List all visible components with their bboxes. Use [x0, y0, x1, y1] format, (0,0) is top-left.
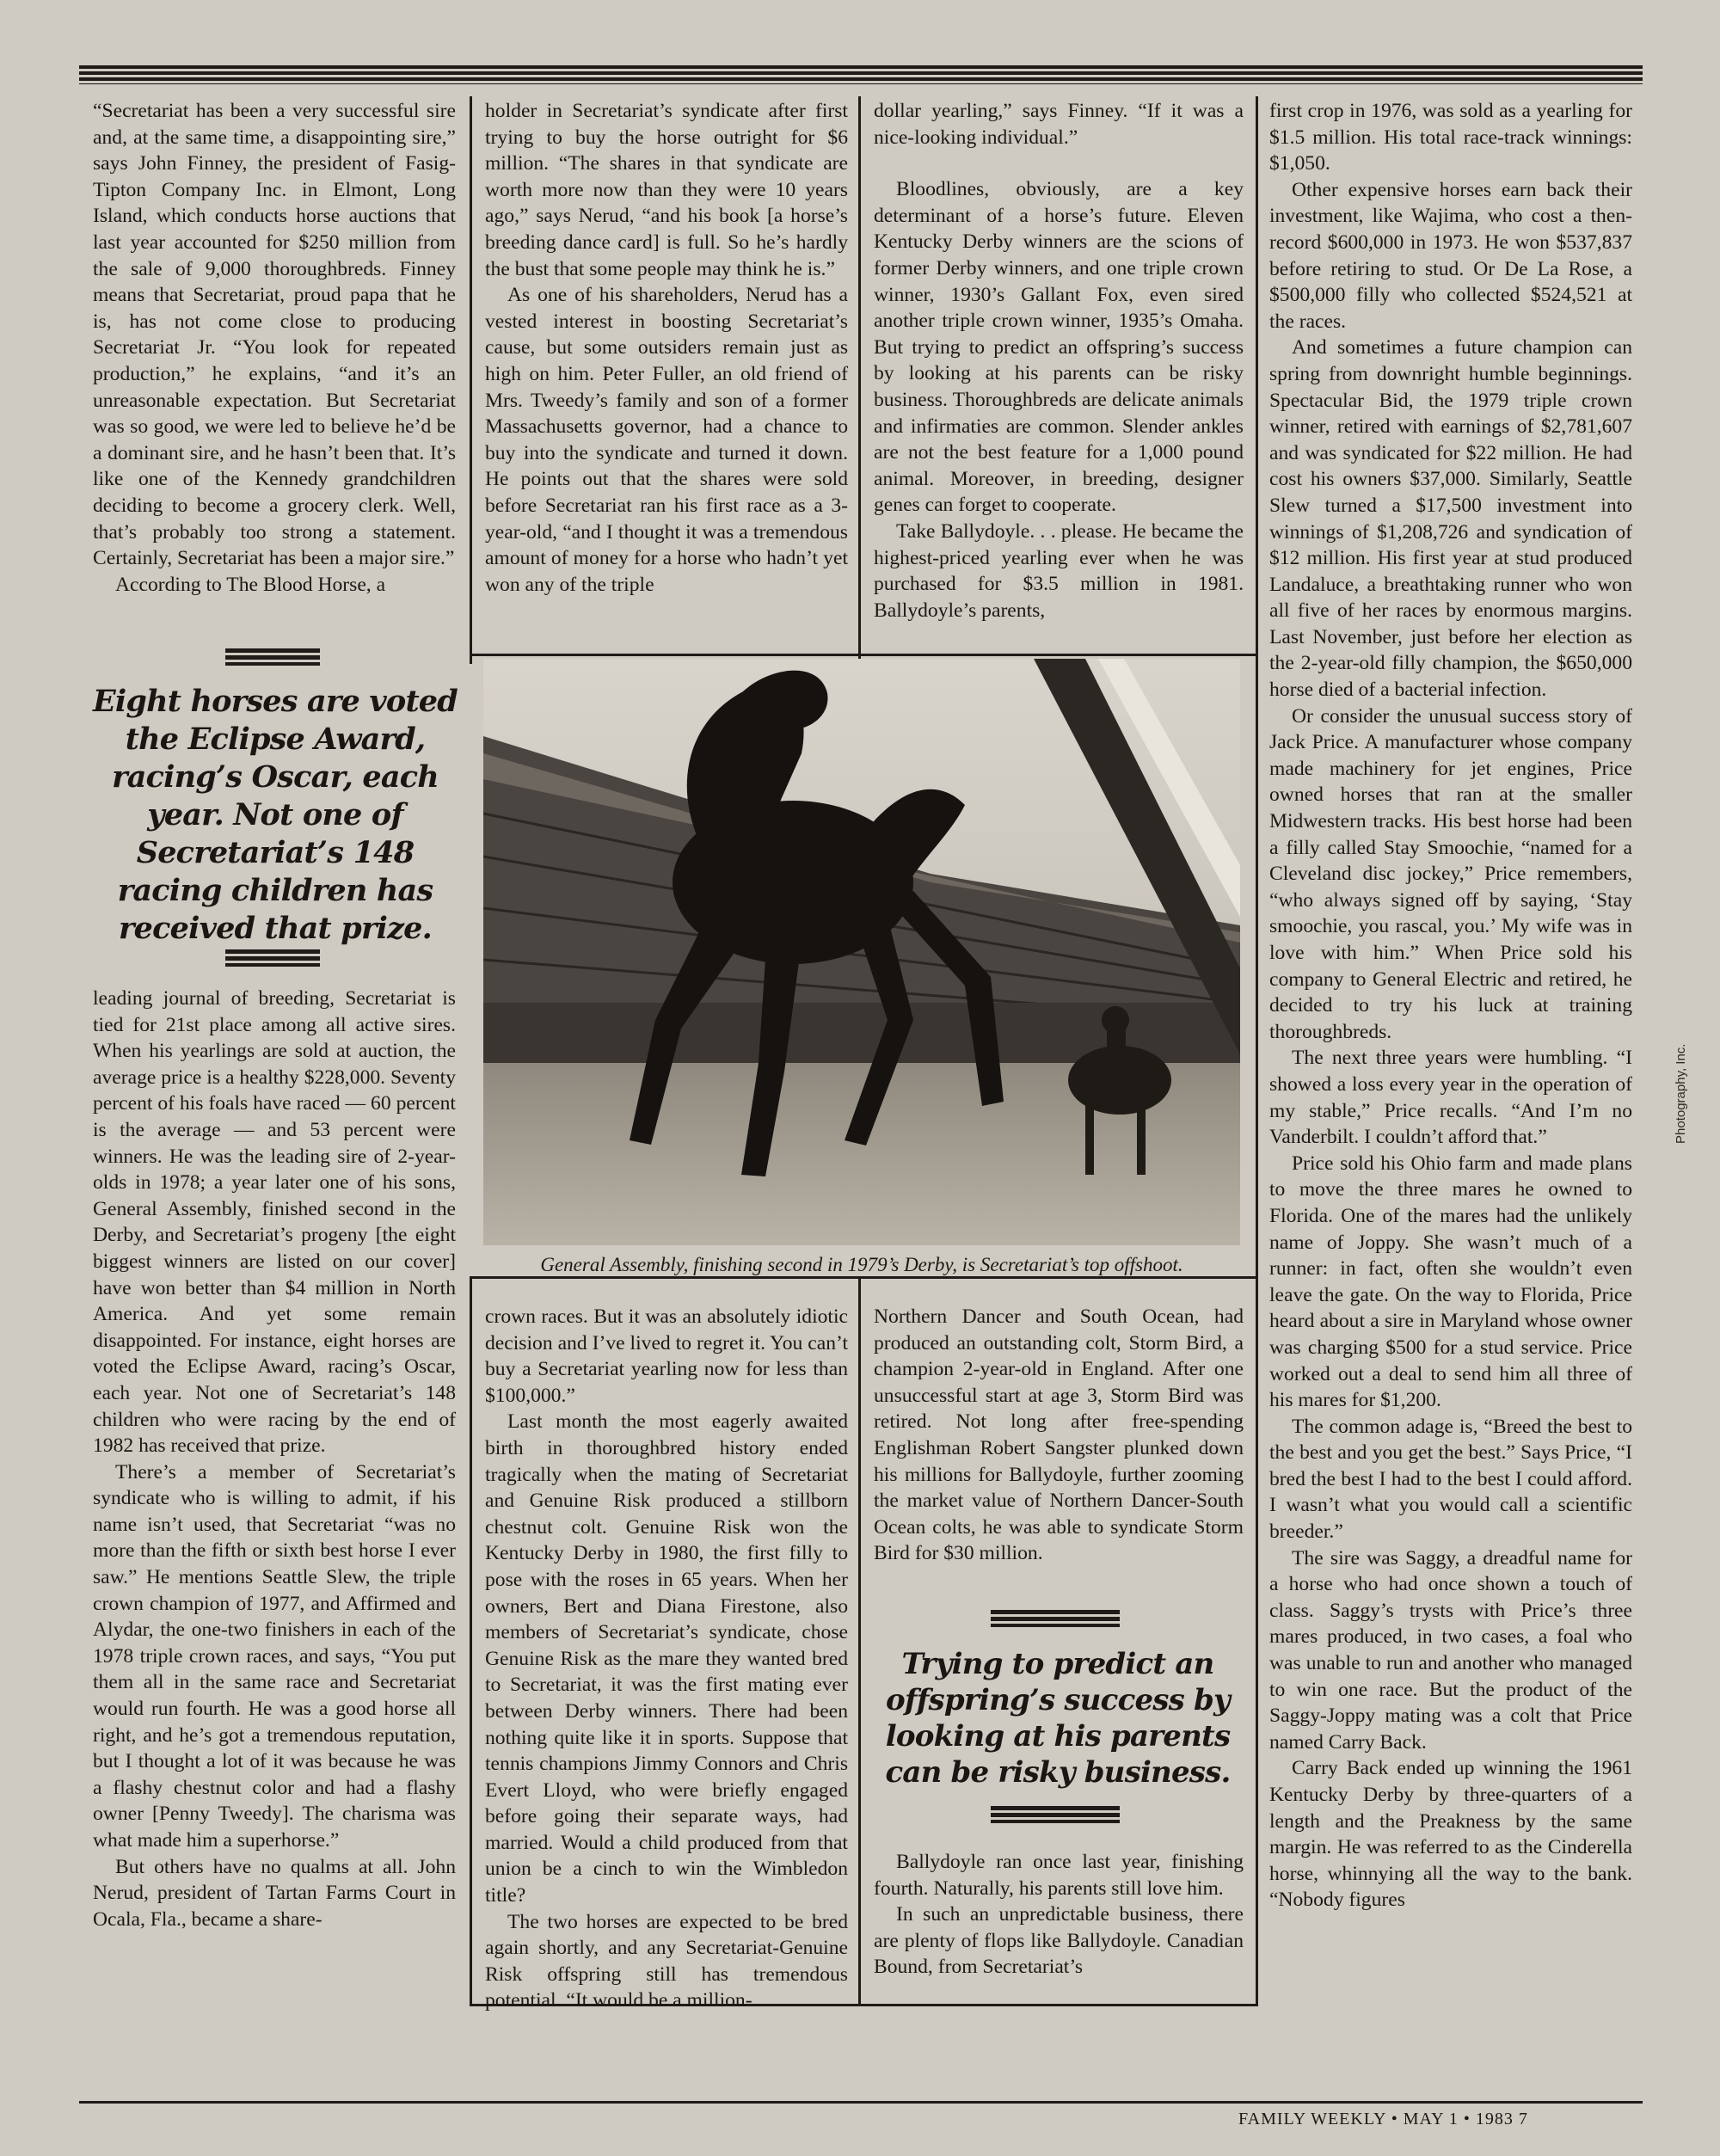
column-2-top — [485, 98, 848, 598]
top-rule-band — [79, 65, 1643, 84]
column-2-bottom — [485, 1304, 848, 2014]
column-rule — [858, 1278, 861, 2004]
column-3-end — [874, 1849, 1244, 1981]
column-4 — [1269, 98, 1632, 1913]
race-photo — [483, 659, 1240, 1245]
photo-credit: Photography, Inc. — [1674, 1043, 1688, 1144]
footer-rule — [79, 2101, 1643, 2104]
paragraph: The sire was Saggy, a dreadful name for a horse who had once shown a touch of class. Saggy’s trysts with Price’s three mares produced, in two cases, a foal who was unable to run and another who managed to win one race. But the product of the Saggy-Joppy mating was a colt that Price named Carry Back. — [1269, 1546, 1632, 1754]
column-1-bottom — [93, 986, 456, 1932]
column-rule — [858, 96, 861, 659]
photo-caption: General Assembly, finishing second in 1979’s Derby, is Secretariat’s top offshoot. — [540, 1254, 1183, 1275]
paragraph: leading journal of breeding, Secretariat is tied for 21st place among all active sires. When his yearlings are sold at auction, the average price is a healthy $228,000. Seventy percent of his foals have raced — 60 percent is the average — and 53 percent were winners. He was the leading sire of 2-year-olds in 1978; a year later one of his sons, General Assembly, finished second in the Derby, and Secretariat’s progeny [the eight biggest winners are listed on our cover] have won better than $4 million in North America. And yet some remain disappointed. For instance, eight horses are voted the Eclipse Award, racing’s Oscar, each year. Not one of Secretariat’s 148 children who were racing by the end of 1982 has received that prize. — [93, 987, 456, 1458]
page-footer: FAMILY WEEKLY • MAY 1 • 1983 7 — [1238, 2110, 1528, 2128]
pullquote-bars-bottom — [225, 949, 320, 967]
paragraph: crown races. But it was an absolutely idiotic decision and I’ve lived to regret it. You can’t buy a Secretariat yearling now for less than $100,000.” — [485, 1305, 848, 1407]
pullquote-eclipse: Eight horses are voted the Eclipse Award, racing’s Oscar, each year. Not one of Secretariat’s 148 racing children has received that prize. — [93, 684, 458, 946]
paragraph: The two horses are expected to be bred again shortly, and any Secretariat-Genuine Risk offspring still has tremendous potential. “It would be a million- — [485, 1910, 848, 2012]
pullquote-risky-business: Trying to predict an offspring’s success by looking at his parents can be risky business. — [885, 1647, 1231, 1790]
paragraph: Other expensive horses earn back their investment, like Wajima, who cost a then-record $600,000 in 1973. He won $537,837 before retiring to stud. Or De La Rose, a $500,000 filly who collected $524,521 at the races. — [1269, 178, 1632, 333]
paragraph: There’s a member of Secretariat’s syndicate who is willing to admit, if his name isn’t used, that Secretariat “was no more than the fifth or sixth best horse I ever saw.” He mentions Seattle Slew, the triple crown champion of 1977, and Affirmed and Alydar, the one-two finishers in each of the 1978 triple crown races, and says, “You put them all in the same race and Secretariat would run fourth. He was a good horse all right, and he’s got a tremendous reputation, but I thought a lot of it was because he was a flashy chestnut color and had a flashy owner [Penny Tweedy]. The charisma was what made him a superhorse.” — [93, 1460, 456, 1852]
pullquote-bars-top — [991, 1610, 1120, 1627]
paragraph: Ballydoyle ran once last year, finishing fourth. Naturally, his parents still love him. — [874, 1851, 1244, 1900]
paragraph: Bloodlines, obviously, are a key determinant of a horse’s future. Eleven Kentucky Derby winners are the scions of former Derby winners, and one triple crown winner, 1930’s Gallant Fox, even sired another triple crown winner, 1935’s Omaha. But trying to predict an offspring’s success by looking at his parents can be risky business. Thoroughbreds are delicate animals and infirmaties are common. Slender ankles are not the best feature for a 1,000 pound animal. Moreover, in breeding, designer genes can forget to cooperate. — [874, 178, 1244, 517]
paragraph: Take Ballydoyle. . . please. He became the highest-priced yearling ever when he was purchased for $3.5 million in 1981. Ballydoyle’s parents, — [874, 519, 1244, 622]
photo-frame-top — [470, 654, 1258, 656]
paragraph: Last month the most eagerly awaited birth in thoroughbred history ended tragically when the mating of Secretariat and Genuine Risk produced a stillborn chestnut colt. Genuine Risk won the Kentucky Derby in 1980, the first filly to pose with the roses in 65 years. When her owners, Bert and Diana Firestone, also members of Secretariat’s syndicate, chose Genuine Risk as the mare they wanted bred to Secretariat, it was the first mating ever between Derby winners. There had been nothing quite like it in sports. Suppose that tennis champions Jimmy Connors and Chris Evert Lloyd, who were briefly engaged before going their separate ways, had married. Would a child produced from that union be a cinch to win the Wimbledon title? — [485, 1410, 848, 1907]
paragraph: “Secretariat has been a very successful sire and, at the same time, a disappointing sire,” says John Finney, the president of Fasig-Tipton Company Inc. in Elmont, Long Island, which conducts horse auctions that last year accounted for $250 million from the sale of 9,000 thoroughbreds. Finney means that Secretariat, proud papa that he is, has not come close to producing Secretariat Jr. “You look for repeated production,” he explains, “and it’s an unreasonable expectation. But Secretariat was so good, we were led to believe he’d be a dominant sire, and he hasn’t been that. It’s like one of the Kennedy grandchildren deciding to become a grocery clerk. Well, that’s probably too strong a statement. Certainly, Secretariat has been a major sire.” — [93, 100, 456, 570]
paragraph: Carry Back ended up winning the 1961 Kentucky Derby by three-quarters of a length and the Preakness by the same margin. He was referred to as the Cinderella horse, whinnying all the way to the bank. “Nobody figures — [1269, 1757, 1632, 1912]
paragraph: Or consider the unusual success story of Jack Price. A manufacturer whose company made machinery for jet engines, Price owned horses that ran at the smaller Midwestern tracks. His best horse had been a filly called Stay Smoochie, “named for a Cleveland disc jockey,” Price remembers, “who always signed off by saying, ‘Stay smoochie, you rascal, you.’ My wife was in love with him.” When Price sold his company to General Electric and retired, he decided to try his luck at training thoroughbreds. — [1269, 704, 1632, 1043]
column-rule — [470, 96, 472, 664]
paragraph: Northern Dancer and South Ocean, had produced an outstanding colt, Storm Bird, a champion 2-year-old in England. After one unsuccessful start at age 3, Storm Bird was retired. Not long after free-spending Englishman Robert Sangster plunked down his millions for Ballydoyle, further zooming the market value of Northern Dancer-South Ocean colts, he was able to syndicate Storm Bird for $30 million. — [874, 1305, 1244, 1565]
paragraph: And sometimes a future champion can spring from downright humble beginnings. Spectacular Bid, the 1979 triple crown winner, retired with earnings of $2,781,607 and was syndicated for $22 million. He had cost his owners $37,000. Similarly, Seattle Slew turned a $17,500 investment into winnings of $1,208,726 and syndication of $12 million. His first year at stud produced Landaluce, a breathtaking runner who won all five of her races by enormous margins. Last November, just before her election as the 2-year-old filly champion, the $650,000 horse died of a bacterial infection. — [1269, 336, 1632, 702]
column-3-bottom — [874, 1304, 1244, 1567]
paragraph: The common adage is, “Breed the best to the best and you get the best.” Says Price, “I bred the best I had to the best I could afford. I wasn’t what you would call a scientific breeder.” — [1269, 1415, 1632, 1544]
photo-frame-bottom — [470, 1276, 1258, 1279]
paragraph: But others have no qualms at all. John Nerud, president of Tartan Farms Court in Ocala, Fla., became a share- — [93, 1855, 456, 1931]
race-photo-illustration — [483, 659, 1240, 1245]
paragraph: In such an unpredictable business, there are plenty of flops like Ballydoyle. Canadian Bound, from Secretariat’s — [874, 1903, 1244, 1979]
pullquote-bars-top — [225, 648, 320, 666]
paragraph: Price sold his Ohio farm and made plans to move the three mares he owned to Florida. One of the mares had the unlikely name of Joppy. She wasn’t much of a runner: in fact, often she wouldn’t even leave the gate. On the way to Florida, Price heard about a sire in Maryland whose owner was charging $500 for a stud service. Price worked out a deal to send him all three of his mares for $1,200. — [1269, 1152, 1632, 1412]
paragraph: The next three years were humbling. “I showed a loss every year in the operation of my stable,” Price recalls. “And I’m no Vanderbilt. I couldn’t afford that.” — [1269, 1047, 1632, 1149]
pullquote-bars-bottom — [991, 1806, 1120, 1823]
column-1-top — [93, 98, 456, 598]
column-rule — [470, 1278, 472, 2004]
paragraph: first crop in 1976, was sold as a yearling for $1.5 million. His total race-track winnings: $1,050. — [1269, 100, 1632, 175]
paragraph: As one of his shareholders, Nerud has a vested interest in boosting Secretariat’s cause, but some outsiders remain just as high on him. Peter Fuller, an old friend of Mrs. Tweedy’s family and son of a former Massachusetts governor, had a chance to buy into the syndicate and turned it down. He points out that the shares were sold before Secretariat ran his first race as a 3-year-old, “and I thought it was a tremendous amount of money for a horse who hadn’t yet won any of the triple — [485, 284, 848, 596]
paragraph: holder in Secretariat’s syndicate after first trying to buy the horse outright for $6 million. “The shares in that syndicate are worth more now than they were 10 years ago,” says Nerud, “and his book [a horse’s breeding dance card] is full. So he’s hardly the bust that some people may think he is.” — [485, 100, 848, 280]
paragraph: dollar yearling,” says Finney. “If it was a nice-looking individual.” — [874, 100, 1244, 149]
column-3-top — [874, 98, 1244, 623]
column-rule — [1256, 96, 1258, 2006]
paragraph: According to The Blood Horse, a — [115, 573, 386, 596]
